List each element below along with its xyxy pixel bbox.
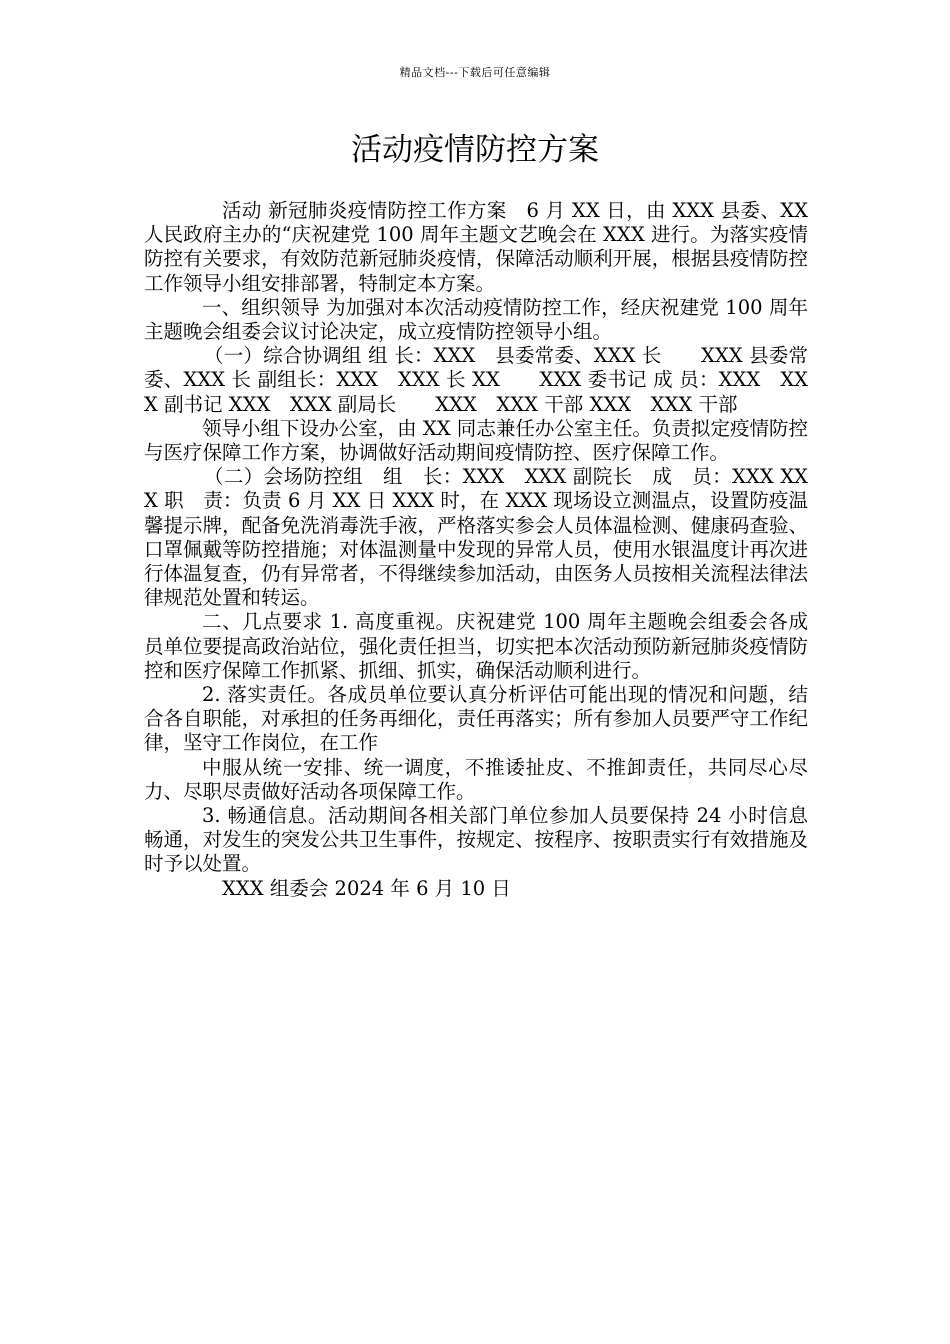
responsibility-paragraph: 2. 落实责任。各成员单位要认真分析评估可能出现的情况和问题，结合各自职能，对承担的任务再细化，责任再落实；所有参加人员要严守工作纪律，坚守工作岗位，在工作 [144, 683, 808, 755]
requirements-paragraph: 二、几点要求 1. 高度重视。庆祝建党 100 周年主题晚会组委会各成员单位要提高政治站位，强化责任担当，切实把本次活动预防新冠肺炎疫情防控和医疗保障工作抓紧、抓细、抓实，确保活动顺利进行。 [144, 610, 808, 682]
page-title: 活动疫情防控方案 [351, 132, 599, 168]
header-note: 精品文档---下载后可任意编辑 [399, 66, 551, 79]
responsibility-continued-paragraph: 中服从统一安排、统一调度，不推诿扯皮、不推卸责任，共同尽心尽力、尽职尽责做好活动各项保障工作。 [144, 755, 808, 803]
document-body [144, 199, 808, 901]
section-organization-paragraph: 一、组织领导 为加强对本次活动疫情防控工作，经庆祝建党 100 周年主题晚会组委会议讨论决定，成立疫情防控领导小组。 [144, 295, 808, 344]
office-paragraph: 领导小组下设办公室，由 XX 同志兼任办公室主任。负责拟定疫情防控与医疗保障工作方案，协调做好活动期间疫情防控、医疗保障工作。 [144, 416, 808, 465]
signature-line: XXX 组委会 2024 年 6 月 10 日 [222, 876, 511, 900]
intro-paragraph: 活动 新冠肺炎疫情防控工作方案 6 月 XX 日，由 XXX 县委、XX 人民政府主办的“庆祝建党 100 周年主题文艺晚会在 XXX 进行。为落实疫情防控有关要求，有效防范新冠肺炎疫情，保障活动顺利开展，根据县疫情防控工作领导小组安排部署，特制定本方案。 [144, 199, 808, 295]
venue-control-group-paragraph: （二）会场防控组 组 长：XXX XXX 副院长 成 员：XXX XXX 职 责：负责 6 月 XX 日 XXX 时，在 XXX 现场设立测温点，设置防疫温馨提示牌，配备免洗消毒洗手液，严格落实参会人员体温检测、健康码查验、口罩佩戴等防控措施；对体温测量中发现的异常人员，使用水银温度计再次进行体温复查，仍有异常者，不得继续参加活动，由医务人员按相关流程法律法律规范处置和转运。 [144, 465, 808, 610]
coordination-group-paragraph: （一）综合协调组 组 长：XXX 县委常委、XXX 长 XXX 县委常委、XXX 长 副组长：XXX XXX 长 XX XXX 委书记 成 员：XXX XXX 副书记 XXX XXX 副局长 XXX XXX 干部 XXX XXX 干部 [144, 344, 808, 416]
information-paragraph: 3. 畅通信息。活动期间各相关部门单位参加人员要保持 24 小时信息畅通，对发生的突发公共卫生事件，按规定、按程序、按职责实行有效措施及时予以处置。 [144, 804, 808, 876]
